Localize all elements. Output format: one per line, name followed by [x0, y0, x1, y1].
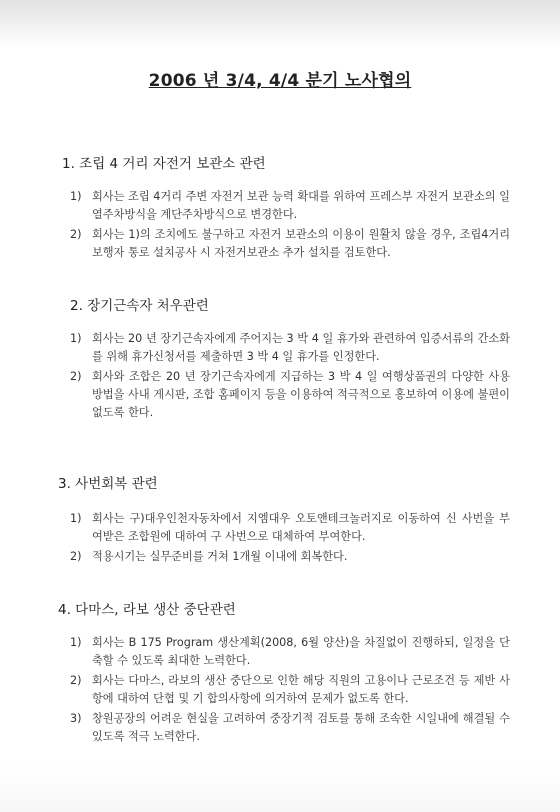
- section-items-long-service: [70, 330, 510, 424]
- scan-shadow: [0, 0, 560, 46]
- list-item: [70, 330, 510, 366]
- item-text: 회사는 20 년 장기근속자에게 주어지는 3 박 4 일 휴가와 관련하여 입증서류의 간소화를 위해 휴가신청서를 제출하면 3 박 4 일 휴가를 인정한다.: [92, 332, 510, 363]
- item-number: 1): [70, 332, 82, 345]
- item-number: 2): [70, 550, 82, 563]
- item-text: 회사는 구)대우인천자동차에서 지엠대우 오토앤테크놀러지로 이동하여 신 사번을 부여받은 조합원에 대하여 구 사번으로 대체하여 부여한다.: [92, 512, 510, 543]
- section-items-production-stop: [70, 634, 510, 748]
- item-text: 창원공장의 어려운 현실을 고려하여 중장기적 검토를 통해 조속한 시일내에 해결될 수 있도록 적극 노력한다.: [92, 712, 510, 743]
- section-items-employee-number: [70, 510, 510, 568]
- item-text: 회사는 조립 4거리 주변 자전거 보관 능력 확대를 위하여 프레스부 자전거 보관소의 일열주차방식을 계단주차방식으로 변경한다.: [92, 190, 510, 221]
- list-item: [70, 226, 510, 262]
- section-heading-long-service: 2. 장기근속자 처우관련: [70, 298, 209, 314]
- list-item: [70, 368, 510, 422]
- document-title: 2006 년 3/4, 4/4 분기 노사협의: [148, 71, 412, 91]
- item-number: 2): [70, 228, 82, 241]
- item-number: 3): [70, 712, 82, 725]
- item-number: 2): [70, 370, 82, 383]
- list-item: [70, 672, 510, 708]
- item-text: 회사와 조합은 20 년 장기근속자에게 지급하는 3 박 4 일 여행상품권의 다양한 사용 방법을 사내 게시판, 조합 홈페이지 등을 이용하여 적극적으로 홍보하여 이용에 불편이 없도록 한다.: [92, 370, 510, 419]
- list-item: [70, 548, 510, 566]
- section-heading-employee-number: 3. 사번회복 관련: [58, 476, 158, 492]
- item-text: 회사는 1)의 조치에도 불구하고 자전거 보관소의 이용이 원활치 않을 경우, 조립4거리 보행자 통로 설치공사 시 자전거보관소 추가 설치를 검토한다.: [92, 228, 510, 259]
- section-heading-bicycle-storage: 1. 조립 4 거리 자전거 보관소 관련: [62, 156, 266, 172]
- item-number: 1): [70, 636, 82, 649]
- section-heading-production-stop: 4. 다마스, 라보 생산 중단관련: [58, 602, 236, 618]
- list-item: [70, 510, 510, 546]
- section-items-bicycle-storage: [70, 188, 510, 264]
- item-text: 적용시기는 실무준비를 거쳐 1개월 이내에 회복한다.: [92, 550, 348, 563]
- item-number: 1): [70, 190, 82, 203]
- list-item: [70, 634, 510, 670]
- item-text: 회사는 다마스, 라보의 생산 중단으로 인한 해당 직원의 고용이나 근로조건 등 제반 사항에 대하여 단협 및 기 합의사항에 의거하여 문제가 없도록 한다.: [92, 674, 510, 705]
- item-number: 1): [70, 512, 82, 525]
- item-number: 2): [70, 674, 82, 687]
- list-item: [70, 710, 510, 746]
- list-item: [70, 188, 510, 224]
- item-text: 회사는 B 175 Program 생산계획(2008, 6월 양산)을 차질없이 진행하되, 일정을 단축할 수 있도록 최대한 노력한다.: [92, 636, 510, 667]
